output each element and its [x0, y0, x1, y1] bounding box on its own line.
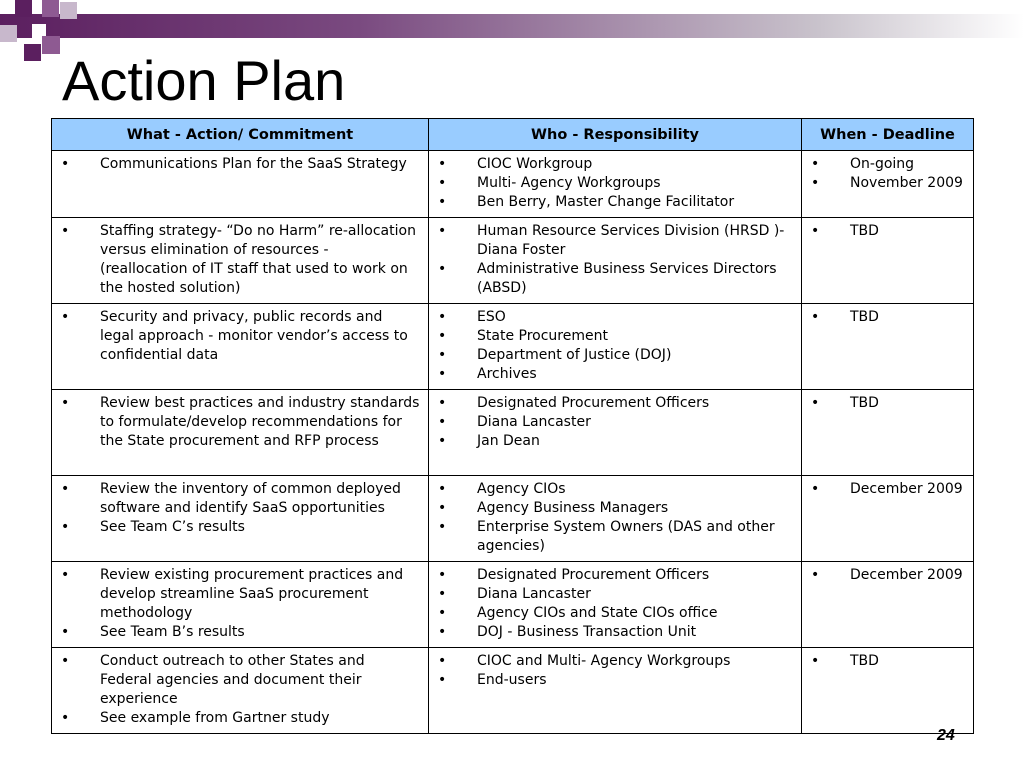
- when-cell: [802, 562, 974, 648]
- page-title: Action Plan: [62, 49, 346, 112]
- what-cell: [52, 218, 429, 304]
- list-item: • State Procurement: [435, 327, 793, 346]
- decorative-square: [15, 0, 32, 17]
- when-cell: [802, 476, 974, 562]
- list-item: • See Team C’s results: [58, 518, 420, 537]
- list-item: • Department of Justice (DOJ): [435, 346, 793, 365]
- decorative-square: [60, 2, 77, 19]
- list-item: • Diana Lancaster: [435, 413, 793, 432]
- table-header-row: [52, 119, 974, 151]
- list-item: • Human Resource Services Division (HRSD )- Diana Foster: [435, 222, 793, 260]
- list-item: • On-going: [808, 155, 965, 174]
- list-item: • Agency CIOs: [435, 480, 793, 499]
- list-item: • Agency CIOs and State CIOs office: [435, 604, 793, 623]
- column-header-who: Who - Responsibility: [429, 119, 802, 151]
- what-cell: [52, 476, 429, 562]
- when-cell: [802, 648, 974, 734]
- list-item: • Agency Business Managers: [435, 499, 793, 518]
- who-cell: [429, 304, 802, 390]
- list-item: • Staffing strategy- “Do no Harm” re-allocation versus elimination of resources - (reallocation of IT staff that used to work on the hosted solution): [58, 222, 420, 298]
- list-item: • Diana Lancaster: [435, 585, 793, 604]
- list-item: • End-users: [435, 671, 793, 690]
- list-item: • Communications Plan for the SaaS Strategy: [58, 155, 420, 174]
- list-item: • Review best practices and industry standards to formulate/develop recommendations for the State procurement and RFP process: [58, 394, 420, 451]
- list-item: • Security and privacy, public records and legal approach - monitor vendor’s access to confidential data: [58, 308, 420, 365]
- list-item: • Jan Dean: [435, 432, 793, 451]
- decorative-square: [0, 25, 17, 42]
- what-cell: [52, 390, 429, 476]
- who-cell: [429, 151, 802, 218]
- list-item: • Designated Procurement Officers: [435, 566, 793, 585]
- table-row: [52, 390, 974, 476]
- list-item: • Designated Procurement Officers: [435, 394, 793, 413]
- who-cell: [429, 218, 802, 304]
- list-item: • December 2009: [808, 566, 965, 585]
- table-row: [52, 476, 974, 562]
- table-row: [52, 151, 974, 218]
- decorative-square: [42, 36, 60, 54]
- list-item: • Archives: [435, 365, 793, 384]
- page-number: 24: [937, 727, 955, 744]
- table-row: [52, 562, 974, 648]
- table-row: [52, 304, 974, 390]
- list-item: • November 2009: [808, 174, 965, 193]
- list-item: • Enterprise System Owners (DAS and other agencies): [435, 518, 793, 556]
- decorative-square: [42, 0, 59, 17]
- list-item: • CIOC Workgroup: [435, 155, 793, 174]
- list-item: • Multi- Agency Workgroups: [435, 174, 793, 193]
- list-item: • December 2009: [808, 480, 965, 499]
- what-cell: [52, 304, 429, 390]
- what-cell: [52, 151, 429, 218]
- what-cell: [52, 562, 429, 648]
- who-cell: [429, 476, 802, 562]
- list-item: • Administrative Business Services Directors (ABSD): [435, 260, 793, 298]
- list-item: • TBD: [808, 222, 965, 241]
- list-item: • TBD: [808, 652, 965, 671]
- table-row: [52, 648, 974, 734]
- list-item: • CIOC and Multi- Agency Workgroups: [435, 652, 793, 671]
- list-item: • Review existing procurement practices and develop streamline SaaS procurement methodology: [58, 566, 420, 623]
- list-item: • DOJ - Business Transaction Unit: [435, 623, 793, 642]
- list-item: • Ben Berry, Master Change Facilitator: [435, 193, 793, 212]
- list-item: • See example from Gartner study: [58, 709, 420, 728]
- when-cell: [802, 151, 974, 218]
- list-item: • TBD: [808, 308, 965, 327]
- list-item: • TBD: [808, 394, 965, 413]
- list-item: • Conduct outreach to other States and Federal agencies and document their experience: [58, 652, 420, 709]
- list-item: • See Team B’s results: [58, 623, 420, 642]
- who-cell: [429, 562, 802, 648]
- table-row: [52, 218, 974, 304]
- who-cell: [429, 648, 802, 734]
- decorative-title-bar: [0, 14, 1024, 38]
- list-item: • Review the inventory of common deployed software and identify SaaS opportunities: [58, 480, 420, 518]
- when-cell: [802, 304, 974, 390]
- action-plan-table: [51, 118, 974, 734]
- when-cell: [802, 218, 974, 304]
- list-item: • ESO: [435, 308, 793, 327]
- decorative-square: [24, 44, 41, 61]
- column-header-when: When - Deadline: [802, 119, 974, 151]
- what-cell: [52, 648, 429, 734]
- who-cell: [429, 390, 802, 476]
- column-header-what: What - Action/ Commitment: [52, 119, 429, 151]
- when-cell: [802, 390, 974, 476]
